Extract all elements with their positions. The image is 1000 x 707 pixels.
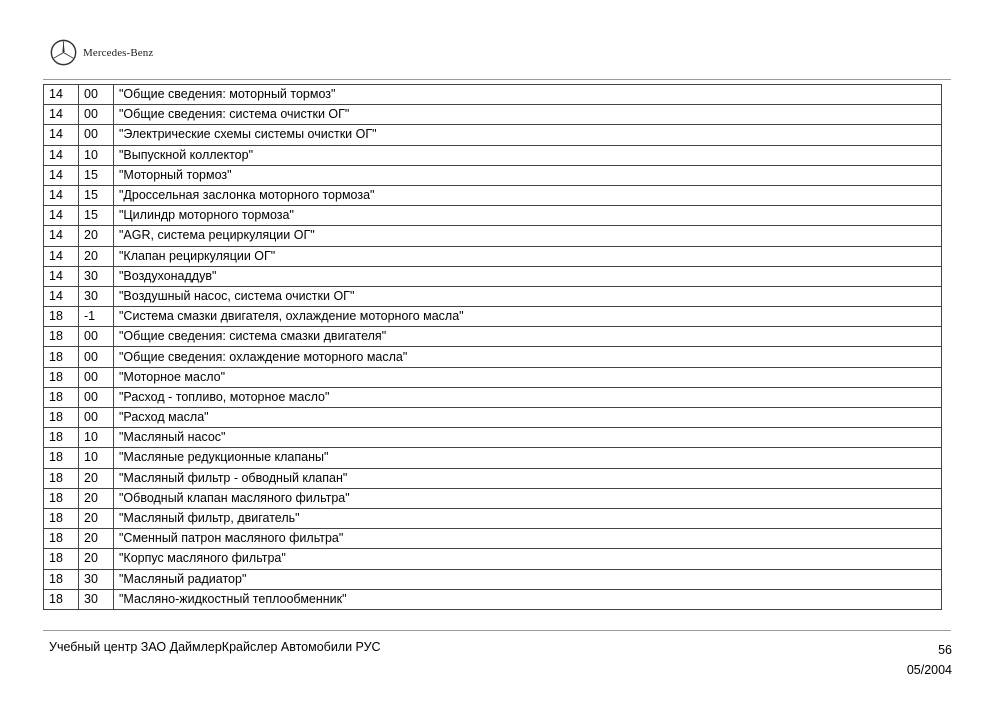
title-cell: "Обводный клапан масляного фильтра" xyxy=(114,488,942,508)
footer-date: 05/2004 xyxy=(906,663,952,677)
title-cell: "Масляные редукционные клапаны" xyxy=(114,448,942,468)
group-code-cell: 18 xyxy=(44,428,79,448)
table-row xyxy=(44,105,942,125)
group-code-cell: 18 xyxy=(44,347,79,367)
subgroup-code-cell: 00 xyxy=(79,125,114,145)
table-row xyxy=(44,307,942,327)
group-code-cell: 18 xyxy=(44,448,79,468)
title-cell: "Выпускной коллектор" xyxy=(114,145,942,165)
table-row xyxy=(44,589,942,609)
table-row xyxy=(44,145,942,165)
brand-name: Mercedes-Benz xyxy=(83,46,154,59)
footer-divider xyxy=(43,630,951,631)
group-code-cell: 18 xyxy=(44,569,79,589)
subgroup-code-cell: 00 xyxy=(79,85,114,105)
code-table xyxy=(43,84,942,610)
subgroup-code-cell: 20 xyxy=(79,508,114,528)
table-row xyxy=(44,327,942,347)
group-code-cell: 14 xyxy=(44,185,79,205)
header-divider xyxy=(43,79,951,80)
title-cell: "Воздушный насос, система очистки ОГ" xyxy=(114,286,942,306)
subgroup-code-cell: 10 xyxy=(79,428,114,448)
group-code-cell: 18 xyxy=(44,549,79,569)
group-code-cell: 18 xyxy=(44,307,79,327)
title-cell: "Расход - топливо, моторное масло" xyxy=(114,387,942,407)
table-row xyxy=(44,246,942,266)
group-code-cell: 14 xyxy=(44,286,79,306)
subgroup-code-cell: 20 xyxy=(79,246,114,266)
subgroup-code-cell: 30 xyxy=(79,286,114,306)
subgroup-code-cell: 10 xyxy=(79,145,114,165)
subgroup-code-cell: -1 xyxy=(79,307,114,327)
title-cell: "Общие сведения: охлаждение моторного масла" xyxy=(114,347,942,367)
group-code-cell: 18 xyxy=(44,488,79,508)
subgroup-code-cell: 00 xyxy=(79,367,114,387)
subgroup-code-cell: 20 xyxy=(79,529,114,549)
title-cell: "Клапан рециркуляции ОГ" xyxy=(114,246,942,266)
title-cell: "Масляный фильтр - обводный клапан" xyxy=(114,468,942,488)
title-cell: "Общие сведения: система смазки двигателя" xyxy=(114,327,942,347)
group-code-cell: 18 xyxy=(44,468,79,488)
title-cell: "Сменный патрон масляного фильтра" xyxy=(114,529,942,549)
title-cell: "Моторное масло" xyxy=(114,367,942,387)
table-row xyxy=(44,206,942,226)
title-cell: "Общие сведения: моторный тормоз" xyxy=(114,85,942,105)
table-row xyxy=(44,387,942,407)
title-cell: "Электрические схемы системы очистки ОГ" xyxy=(114,125,942,145)
group-code-cell: 18 xyxy=(44,367,79,387)
title-cell: "Цилиндр моторного тормоза" xyxy=(114,206,942,226)
subgroup-code-cell: 15 xyxy=(79,165,114,185)
title-cell: "Система смазки двигателя, охлаждение моторного масла" xyxy=(114,307,942,327)
subgroup-code-cell: 15 xyxy=(79,185,114,205)
table-row xyxy=(44,408,942,428)
title-cell: "Корпус масляного фильтра" xyxy=(114,549,942,569)
title-cell: "Масляный фильтр, двигатель" xyxy=(114,508,942,528)
code-table-body xyxy=(44,85,942,610)
group-code-cell: 18 xyxy=(44,408,79,428)
group-code-cell: 14 xyxy=(44,246,79,266)
table-row xyxy=(44,448,942,468)
group-code-cell: 14 xyxy=(44,145,79,165)
table-row xyxy=(44,226,942,246)
subgroup-code-cell: 00 xyxy=(79,347,114,367)
footer-info xyxy=(907,640,952,680)
table-row xyxy=(44,468,942,488)
subgroup-code-cell: 30 xyxy=(79,589,114,609)
mercedes-star-icon xyxy=(50,39,77,66)
table-row xyxy=(44,125,942,145)
group-code-cell: 18 xyxy=(44,529,79,549)
table-row xyxy=(44,569,942,589)
table-row xyxy=(44,549,942,569)
group-code-cell: 18 xyxy=(44,387,79,407)
subgroup-code-cell: 00 xyxy=(79,327,114,347)
table-row xyxy=(44,347,942,367)
subgroup-code-cell: 20 xyxy=(79,226,114,246)
group-code-cell: 14 xyxy=(44,266,79,286)
footer-organization: Учебный центр ЗАО ДаймлерКрайслер Автомобили РУС xyxy=(49,640,381,654)
group-code-cell: 14 xyxy=(44,206,79,226)
table-row xyxy=(44,185,942,205)
title-cell: "Масляный насос" xyxy=(114,428,942,448)
group-code-cell: 18 xyxy=(44,327,79,347)
table-row xyxy=(44,508,942,528)
table-row xyxy=(44,428,942,448)
title-cell: "Дроссельная заслонка моторного тормоза" xyxy=(114,185,942,205)
group-code-cell: 18 xyxy=(44,589,79,609)
subgroup-code-cell: 00 xyxy=(79,408,114,428)
subgroup-code-cell: 00 xyxy=(79,105,114,125)
title-cell: "Воздухонаддув" xyxy=(114,266,942,286)
subgroup-code-cell: 20 xyxy=(79,468,114,488)
title-cell: "AGR, система рециркуляции ОГ" xyxy=(114,226,942,246)
group-code-cell: 18 xyxy=(44,508,79,528)
title-cell: "Масляный радиатор" xyxy=(114,569,942,589)
subgroup-code-cell: 20 xyxy=(79,488,114,508)
title-cell: "Масляно-жидкостный теплообменник" xyxy=(114,589,942,609)
header-logo xyxy=(50,39,153,66)
table-row xyxy=(44,529,942,549)
table-row xyxy=(44,85,942,105)
table-row xyxy=(44,488,942,508)
title-cell: "Моторный тормоз" xyxy=(114,165,942,185)
page-number: 56 xyxy=(938,643,952,657)
subgroup-code-cell: 20 xyxy=(79,549,114,569)
group-code-cell: 14 xyxy=(44,125,79,145)
table-row xyxy=(44,286,942,306)
group-code-cell: 14 xyxy=(44,85,79,105)
table-row xyxy=(44,266,942,286)
table-row xyxy=(44,367,942,387)
subgroup-code-cell: 00 xyxy=(79,387,114,407)
title-cell: "Расход масла" xyxy=(114,408,942,428)
group-code-cell: 14 xyxy=(44,105,79,125)
table-row xyxy=(44,165,942,185)
subgroup-code-cell: 30 xyxy=(79,569,114,589)
title-cell: "Общие сведения: система очистки ОГ" xyxy=(114,105,942,125)
group-code-cell: 14 xyxy=(44,165,79,185)
subgroup-code-cell: 15 xyxy=(79,206,114,226)
subgroup-code-cell: 10 xyxy=(79,448,114,468)
group-code-cell: 14 xyxy=(44,226,79,246)
subgroup-code-cell: 30 xyxy=(79,266,114,286)
